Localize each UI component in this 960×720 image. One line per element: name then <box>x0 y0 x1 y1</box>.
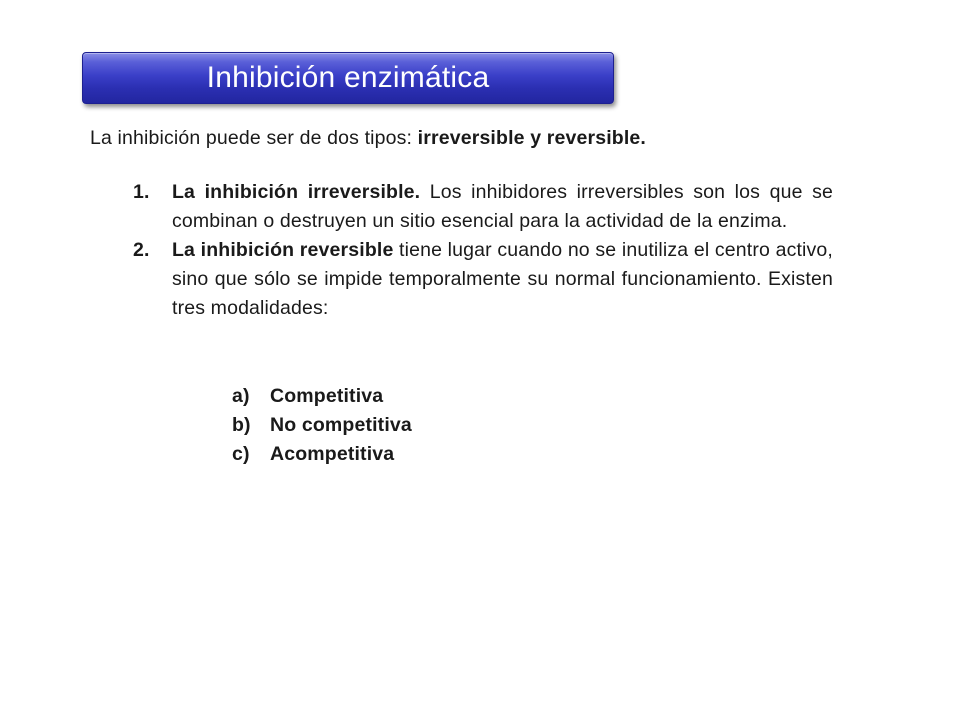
modality-acompetitiva <box>232 440 412 469</box>
modality-label: Competitiva <box>270 385 384 407</box>
item-heading: La inhibición reversible <box>172 239 394 261</box>
item-text: Los inhibidores irreversibles son los que se combinan o destruyen un sitio esencial para la actividad de la enzima. <box>172 181 833 232</box>
list-item-irreversible <box>133 178 833 236</box>
inhibition-types-list <box>133 178 833 323</box>
slide-title: Inhibición enzimática <box>206 61 490 94</box>
modality-label: Acompetitiva <box>270 443 395 465</box>
intro-paragraph <box>90 124 870 152</box>
title-banner <box>82 52 614 104</box>
list-marker: c) <box>232 443 250 465</box>
list-item-reversible <box>133 236 833 323</box>
modality-no-competitiva <box>232 411 412 440</box>
modalities-list <box>232 382 412 469</box>
list-marker: 1. <box>133 181 150 203</box>
list-marker: 2. <box>133 239 150 261</box>
modality-label: No competitiva <box>270 414 412 436</box>
item-text: tiene lugar cuando no se inutiliza el centro activo, sino que sólo se impide temporalmente su normal funcionamiento. Existen tres modalidades: <box>172 239 833 319</box>
item-heading: La inhibición irreversible. <box>172 181 421 203</box>
intro-bold-types: irreversible y reversible. <box>417 127 646 149</box>
list-marker: b) <box>232 414 251 436</box>
modality-competitiva <box>232 382 412 411</box>
list-marker: a) <box>232 385 250 407</box>
intro-text: La inhibición puede ser de dos tipos: <box>90 127 418 149</box>
